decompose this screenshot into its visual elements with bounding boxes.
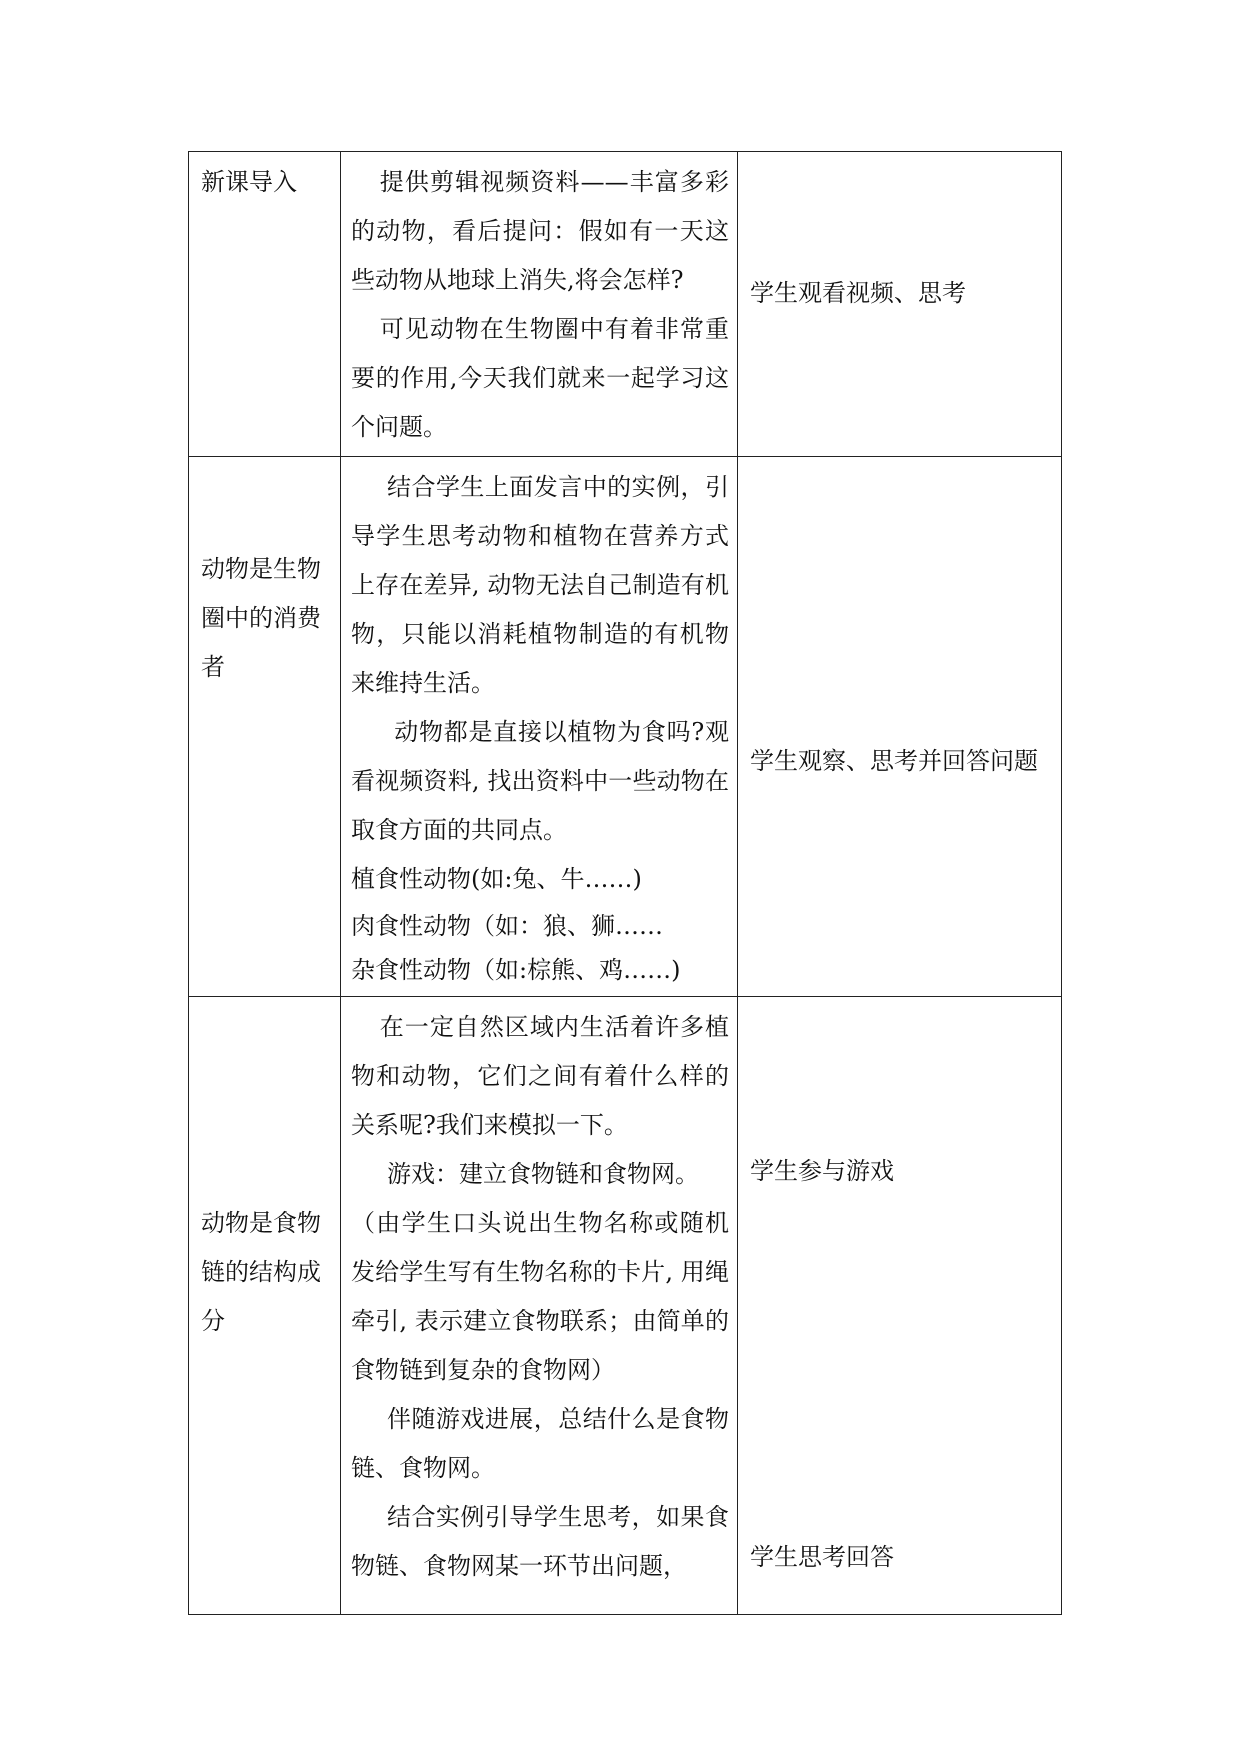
student-activity-cell	[738, 152, 1062, 457]
teacher-paragraph: 杂食性动物（如:棕熊、鸡……)	[351, 956, 681, 984]
table-row	[189, 457, 1062, 997]
stage-cell	[189, 997, 341, 1615]
stage-cell	[189, 152, 341, 457]
student-activity: 学生参与游戏	[750, 1157, 894, 1185]
table-row	[189, 997, 1062, 1615]
student-activity-cell	[738, 457, 1062, 997]
stage-label: 动物是生物圈中的消费者	[201, 555, 321, 681]
teacher-paragraph: 植食性动物(如:兔、牛……)	[351, 865, 642, 893]
teacher-activity-cell	[341, 152, 738, 457]
teacher-paragraph: 伴随游戏进展，总结什么是食物链、食物网。	[351, 1405, 729, 1482]
teacher-paragraph: 提供剪辑视频资料——丰富多彩的动物，看后提问：假如有一天这些动物从地球上消失,将会怎样?	[351, 168, 729, 294]
teacher-paragraph: 结合学生上面发言中的实例，引导学生思考动物和植物在营养方式上存在差异, 动物无法自己制造有机物，只能以消耗植物制造的有机物来维持生活。	[351, 473, 729, 697]
stage-label: 新课导入	[201, 168, 297, 196]
teacher-paragraph: 游戏：建立食物链和食物网。	[387, 1160, 699, 1188]
teacher-activity-cell	[341, 997, 738, 1615]
stage-label: 动物是食物链的结构成分	[201, 1209, 321, 1335]
teacher-paragraph: （由学生口头说出生物名称或随机发给学生写有生物名称的卡片, 用绳牵引, 表示建立食物联系；由简单的食物链到复杂的食物网）	[351, 1209, 729, 1384]
student-activity-cell	[738, 997, 1062, 1615]
lesson-plan-table	[188, 151, 1062, 1615]
student-activity: 学生观察、思考并回答问题	[750, 747, 1038, 775]
teacher-paragraph: 可见动物在生物圈中有着非常重要的作用,今天我们就来一起学习这个问题。	[351, 315, 729, 441]
teacher-paragraph: 结合实例引导学生思考，如果食物链、食物网某一环节出问题，	[351, 1503, 729, 1580]
stage-cell	[189, 457, 341, 997]
student-activity: 学生观看视频、思考	[750, 278, 966, 307]
teacher-paragraph: 在一定自然区域内生活着许多植物和动物，它们之间有着什么样的关系呢?我们来模拟一下。	[351, 1013, 729, 1139]
teacher-activity-cell	[341, 457, 738, 997]
student-activity: 学生思考回答	[750, 1543, 894, 1571]
table-row	[189, 152, 1062, 457]
teacher-paragraph: 肉食性动物（如：狼、狮……	[351, 912, 663, 940]
teacher-paragraph: 动物都是直接以植物为食吗?观看视频资料, 找出资料中一些动物在取食方面的共同点。	[351, 718, 729, 844]
